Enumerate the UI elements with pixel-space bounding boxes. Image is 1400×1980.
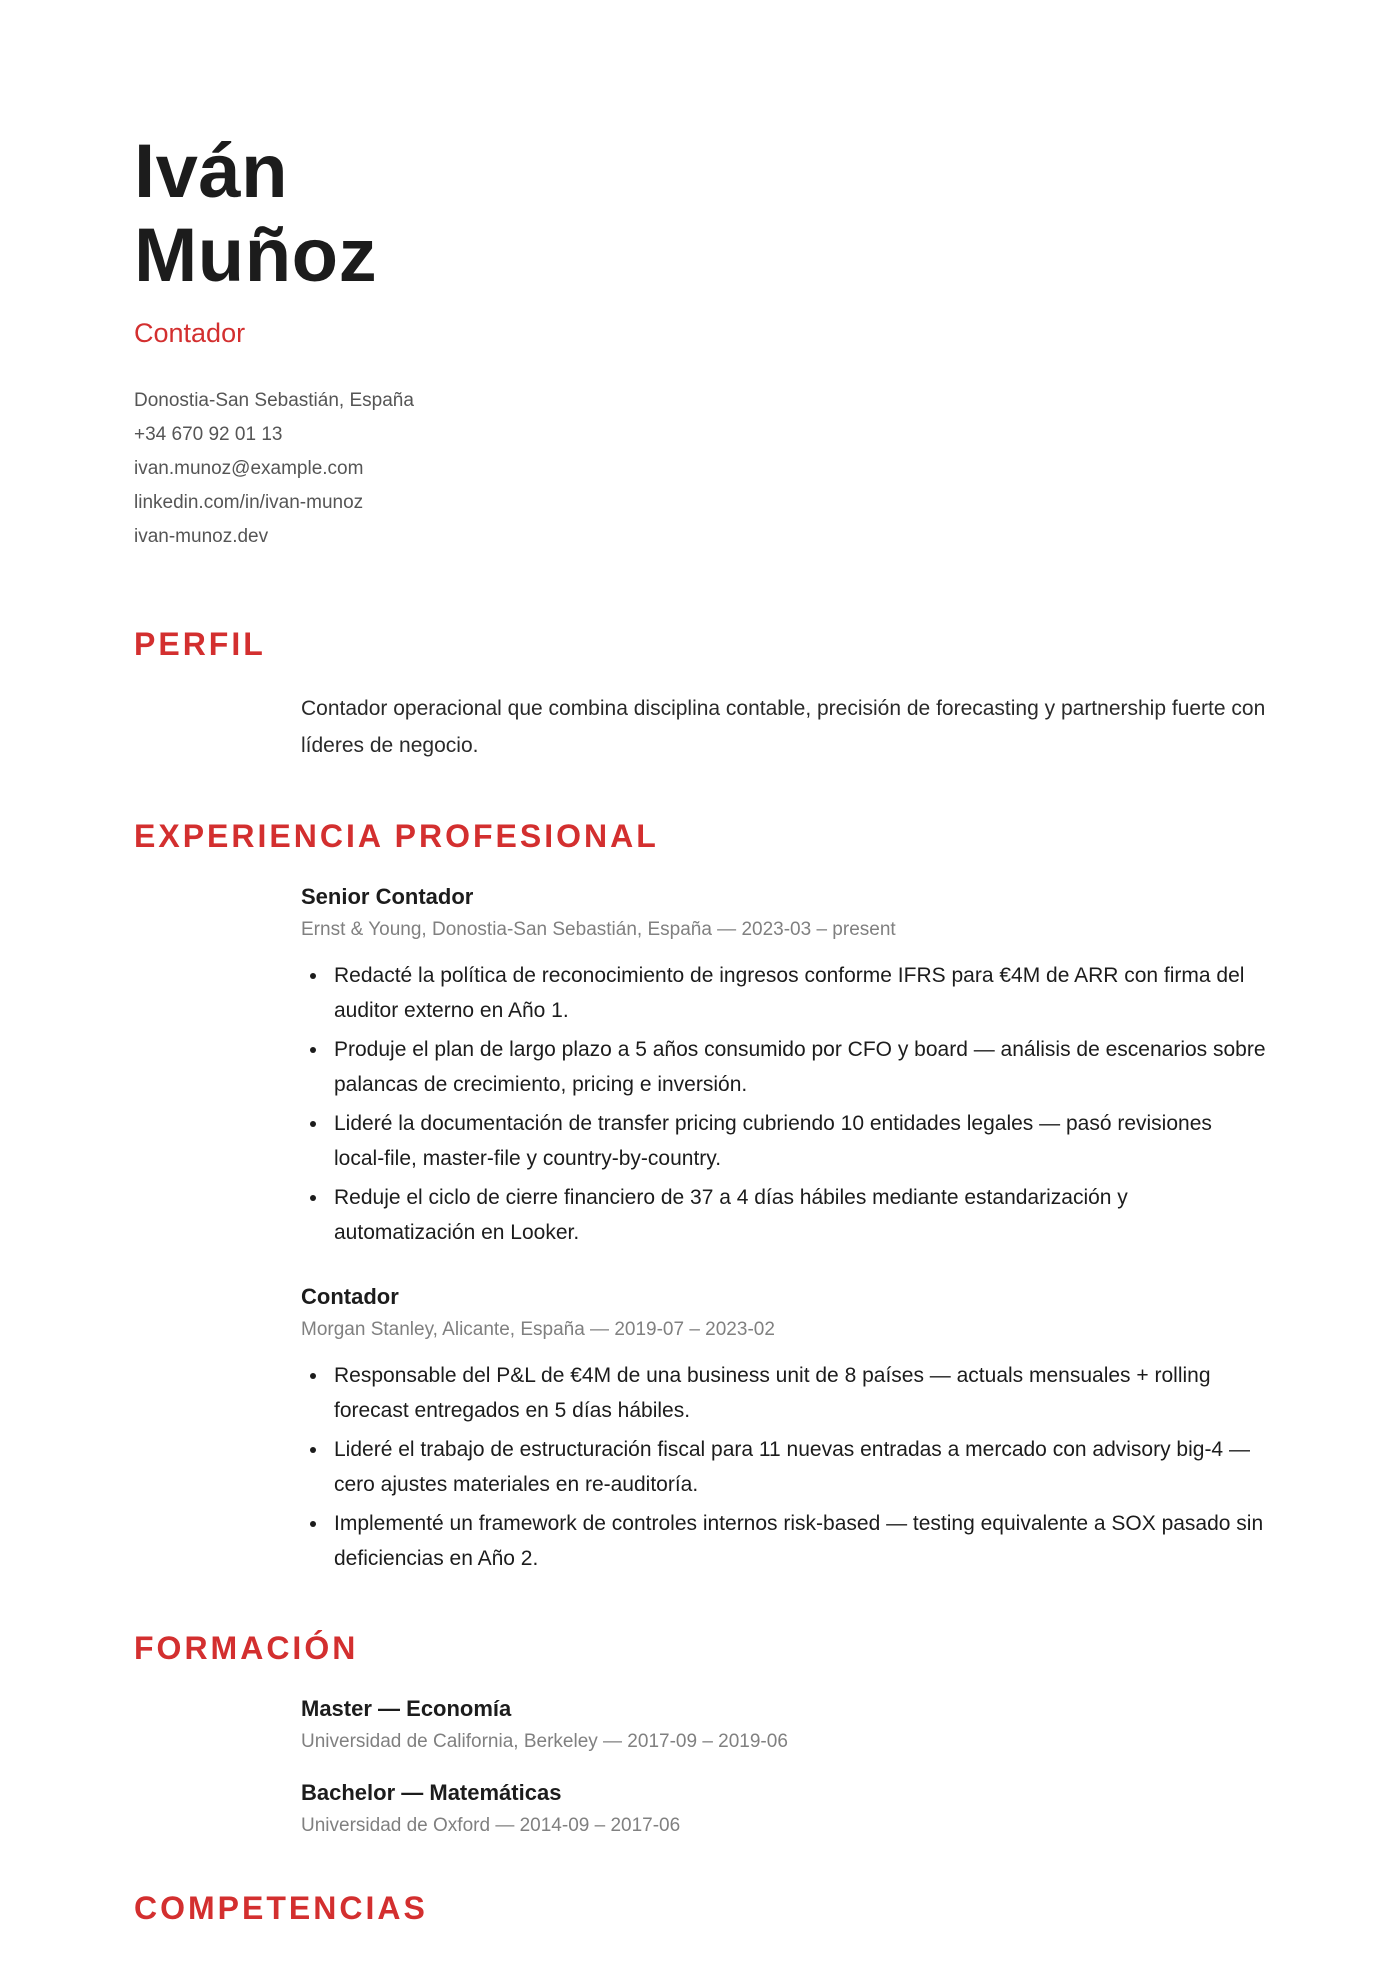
experience-section (134, 816, 1266, 1576)
education-degree: Bachelor — Matemáticas (301, 1780, 562, 1805)
contact-block (134, 384, 1266, 554)
job-entry (301, 1282, 1266, 1576)
section-title-education: FORMACIÓN (134, 1630, 359, 1666)
education-meta: Universidad de California, Berkeley — 2017-09 – 2019-06 (301, 1731, 788, 1752)
contact-location: Donostia-San Sebastián, España (134, 390, 414, 411)
education-degree: Master — Economía (301, 1696, 512, 1721)
job-bullet: Produje el plan de largo plazo a 5 años consumido por CFO y board — análisis de escenarios sobre palancas de crecimiento, pricing e inversión. (301, 1032, 1266, 1102)
job-meta: Ernst & Young, Donostia-San Sebastián, España — 2023-03 – present (301, 919, 896, 940)
first-name: Iván (134, 129, 289, 214)
education-entry (301, 1778, 1266, 1840)
education-meta: Universidad de Oxford — 2014-09 – 2017-06 (301, 1815, 681, 1836)
job-bullet: Responsable del P&L de €4M de una business unit de 8 países — actuals mensuales + rolling forecast entregados en 5 días hábiles. (301, 1358, 1266, 1428)
job-role: Contador (134, 318, 246, 348)
candidate-name (134, 130, 1266, 298)
job-entry (301, 882, 1266, 1250)
job-bullet: Reduje el ciclo de cierre financiero de 37 a 4 días hábiles mediante estandarización y automatización en Looker. (301, 1180, 1266, 1250)
education-section (134, 1628, 1266, 1840)
skills-section (134, 1888, 1266, 1928)
contact-linkedin: linkedin.com/in/ivan-munoz (134, 492, 364, 513)
job-title: Contador (301, 1284, 399, 1309)
profile-summary: Contador operacional que combina disciplina contable, precisión de forecasting y partnership fuerte con líderes de negocio. (301, 697, 1266, 757)
education-entry (301, 1694, 1266, 1756)
last-name: Muñoz (134, 213, 378, 298)
job-bullets (301, 1358, 1266, 1576)
contact-phone: +34 670 92 01 13 (134, 424, 283, 445)
resume-header (134, 130, 1266, 554)
section-title-skills: COMPETENCIAS (134, 1890, 428, 1926)
job-bullet: Implementé un framework de controles internos risk-based — testing equivalente a SOX pasado sin deficiencias en Año 2. (301, 1506, 1266, 1576)
section-title-profile: PERFIL (134, 626, 266, 662)
contact-email: ivan.munoz@example.com (134, 458, 364, 479)
section-title-experience: EXPERIENCIA PROFESIONAL (134, 818, 659, 854)
contact-website: ivan-munoz.dev (134, 526, 269, 547)
profile-section (134, 624, 1266, 764)
job-title: Senior Contador (301, 884, 474, 909)
job-bullet: Redacté la política de reconocimiento de ingresos conforme IFRS para €4M de ARR con firma del auditor externo en Año 1. (301, 958, 1266, 1028)
job-bullets (301, 958, 1266, 1250)
job-meta: Morgan Stanley, Alicante, España — 2019-07 – 2023-02 (301, 1319, 775, 1340)
job-bullet: Lideré el trabajo de estructuración fiscal para 11 nuevas entradas a mercado con advisory big-4 — cero ajustes materiales en re-auditoría. (301, 1432, 1266, 1502)
job-bullet: Lideré la documentación de transfer pricing cubriendo 10 entidades legales — pasó revisiones local-file, master-file y country-by-country. (301, 1106, 1266, 1176)
